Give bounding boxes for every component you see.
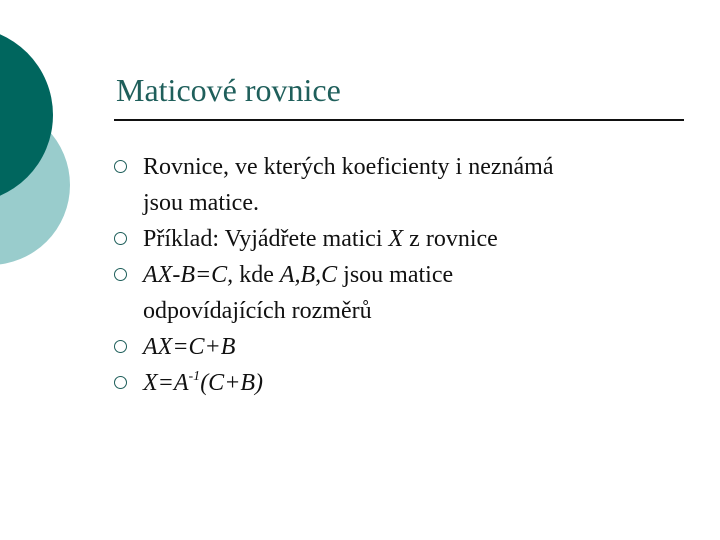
- bullet-circle-icon: [114, 268, 127, 281]
- math-equation: [143, 365, 263, 401]
- math-equation-part: X=A: [143, 370, 189, 396]
- bullet-text: z rovnice: [403, 226, 498, 252]
- slide-title: Maticové rovnice: [116, 72, 341, 108]
- bullet-text: kde: [233, 262, 280, 288]
- math-superscript: -1: [188, 369, 201, 384]
- bullet-list: [114, 149, 694, 401]
- decorative-circles: [0, 0, 120, 300]
- bullet-circle-icon: [114, 160, 127, 173]
- bullet-line: odpovídajících rozměrů: [143, 298, 372, 324]
- bullet-item: [114, 365, 694, 401]
- bullet-line: [143, 221, 498, 257]
- math-equation-part: (C+B): [200, 370, 264, 396]
- bullet-text: Příklad: Vyjádřete matici: [143, 226, 389, 252]
- bullet-circle-icon: [114, 340, 127, 353]
- math-equation: AX=C+B: [143, 334, 236, 360]
- title-divider: [114, 119, 684, 121]
- math-equation: AX-B=C,: [143, 262, 234, 288]
- bullet-item: [114, 149, 694, 221]
- bullet-text: jsou matice: [337, 262, 454, 288]
- bullet-circle-icon: [114, 376, 127, 389]
- bullet-circle-icon: [114, 232, 127, 245]
- math-variables: A,B,C: [279, 262, 338, 288]
- bullet-line: jsou matice.: [143, 190, 259, 216]
- bullet-line: [143, 257, 453, 293]
- bullet-item: [114, 221, 694, 257]
- bullet-item: [114, 257, 694, 329]
- bullet-item: [114, 329, 694, 365]
- bullet-line: Rovnice, ve kterých koeficienty i neznámá: [143, 154, 554, 180]
- math-variable: X: [388, 226, 404, 252]
